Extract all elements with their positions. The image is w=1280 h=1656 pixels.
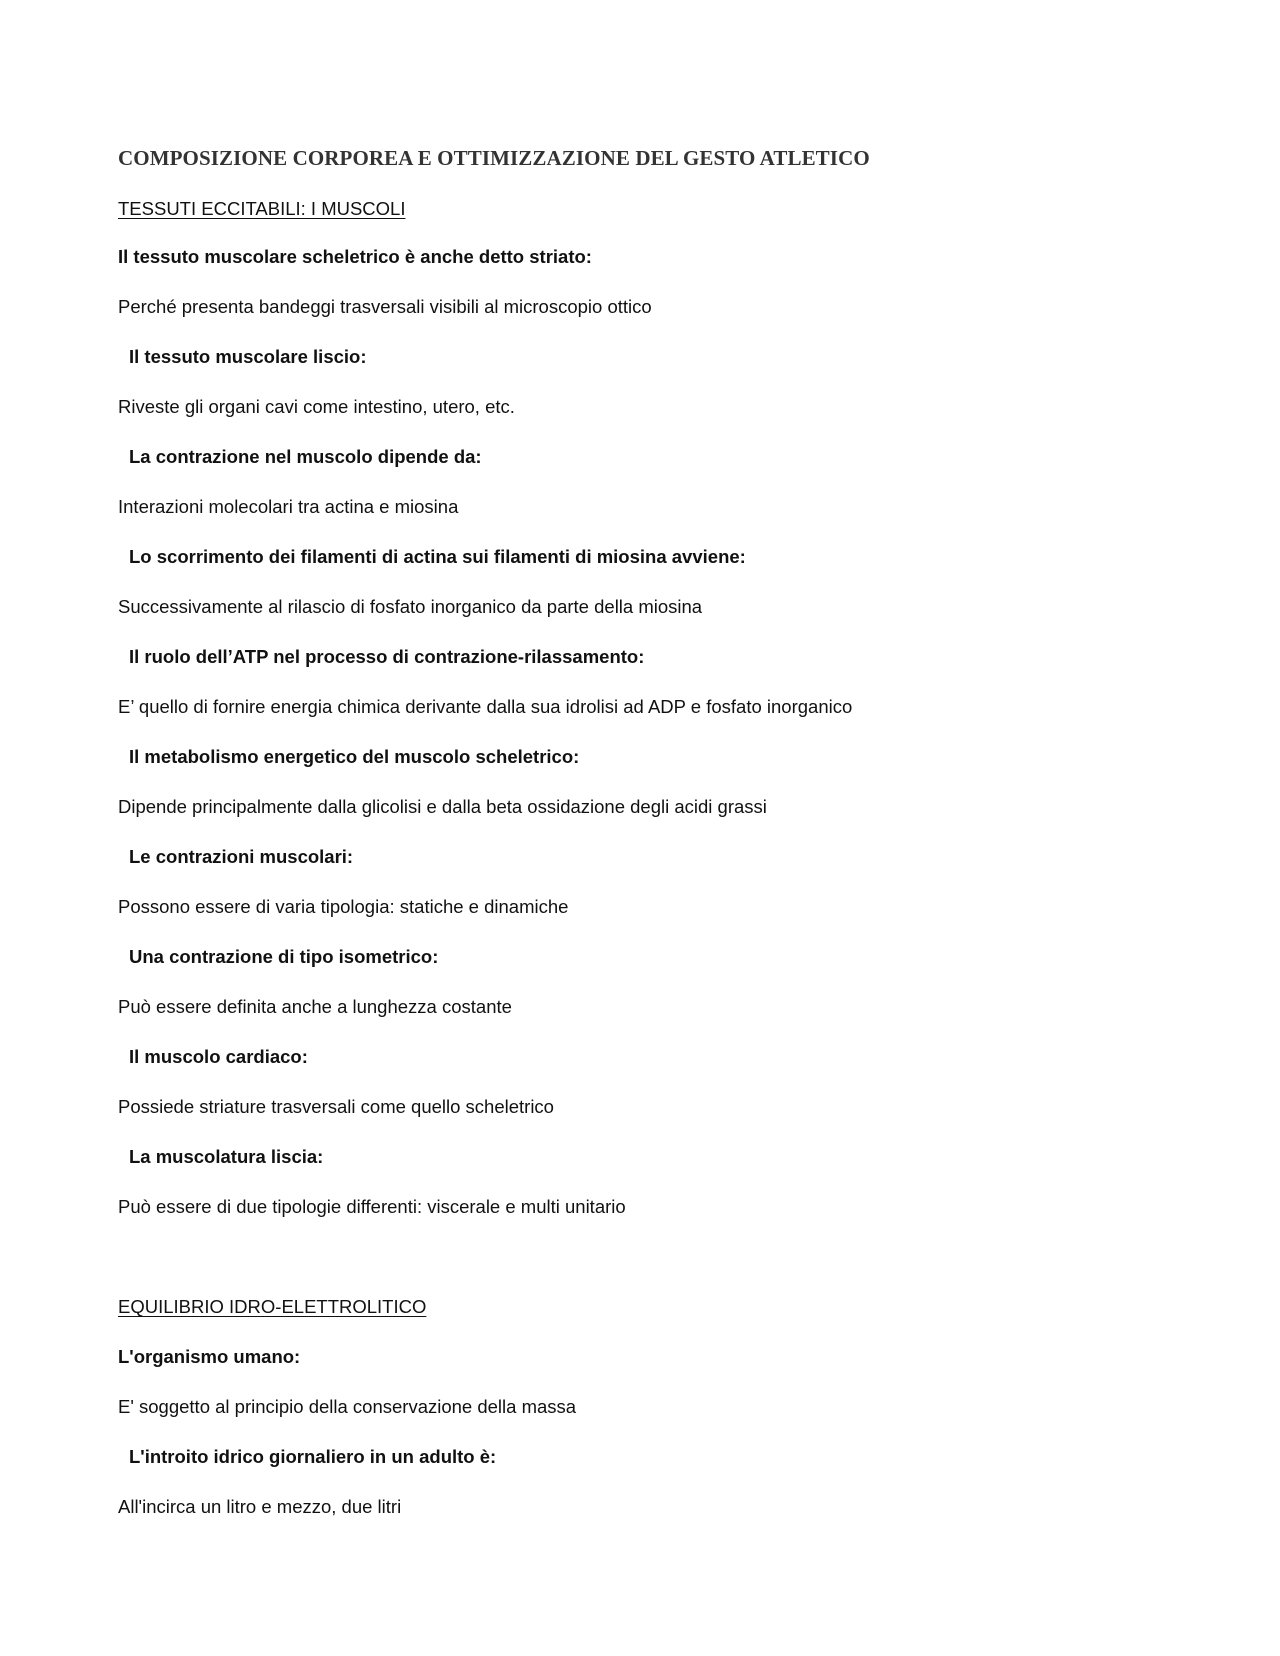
question-text: Il muscolo cardiaco: xyxy=(129,1046,308,1067)
question-text: L'introito idrico giornaliero in un adulto è: xyxy=(129,1446,497,1467)
question-text: Le contrazioni muscolari: xyxy=(129,846,354,867)
answer-text: Possiede striature trasversali come quello scheletrico xyxy=(118,1096,554,1117)
question-text: Il ruolo dell’ATP nel processo di contrazione-rilassamento: xyxy=(129,646,645,667)
answer-text: Può essere di due tipologie differenti: viscerale e multi unitario xyxy=(118,1196,626,1217)
question-text: L'organismo umano: xyxy=(118,1346,301,1367)
answer-text: E’ quello di fornire energia chimica derivante dalla sua idrolisi ad ADP e fosfato inorganico xyxy=(118,696,853,717)
answer-text: Può essere definita anche a lunghezza costante xyxy=(118,996,512,1017)
answer-text: E' soggetto al principio della conservazione della massa xyxy=(118,1396,577,1417)
question-text: Una contrazione di tipo isometrico: xyxy=(129,946,439,967)
answer-text: Riveste gli organi cavi come intestino, utero, etc. xyxy=(118,396,515,417)
question-text: Il tessuto muscolare liscio: xyxy=(129,346,367,367)
document-title: COMPOSIZIONE CORPOREA E OTTIMIZZAZIONE DEL GESTO ATLETICO xyxy=(118,146,870,170)
question-text: Il tessuto muscolare scheletrico è anche detto striato: xyxy=(118,246,592,267)
question-text: Lo scorrimento dei filamenti di actina sui filamenti di miosina avviene: xyxy=(129,546,746,567)
section-heading: TESSUTI ECCITABILI: I MUSCOLI xyxy=(118,198,406,219)
question-text: Il metabolismo energetico del muscolo scheletrico: xyxy=(129,746,580,767)
answer-text: Interazioni molecolari tra actina e miosina xyxy=(118,496,459,517)
question-text: La muscolatura liscia: xyxy=(129,1146,324,1167)
answer-text: Possono essere di varia tipologia: statiche e dinamiche xyxy=(118,896,569,917)
answer-text: Dipende principalmente dalla glicolisi e dalla beta ossidazione degli acidi grassi xyxy=(118,796,767,817)
section-heading: EQUILIBRIO IDRO-ELETTROLITICO xyxy=(118,1296,427,1317)
answer-text: All'incirca un litro e mezzo, due litri xyxy=(118,1496,402,1517)
question-text: La contrazione nel muscolo dipende da: xyxy=(129,446,482,467)
answer-text: Perché presenta bandeggi trasversali visibili al microscopio ottico xyxy=(118,296,652,317)
answer-text: Successivamente al rilascio di fosfato inorganico da parte della miosina xyxy=(118,596,703,617)
